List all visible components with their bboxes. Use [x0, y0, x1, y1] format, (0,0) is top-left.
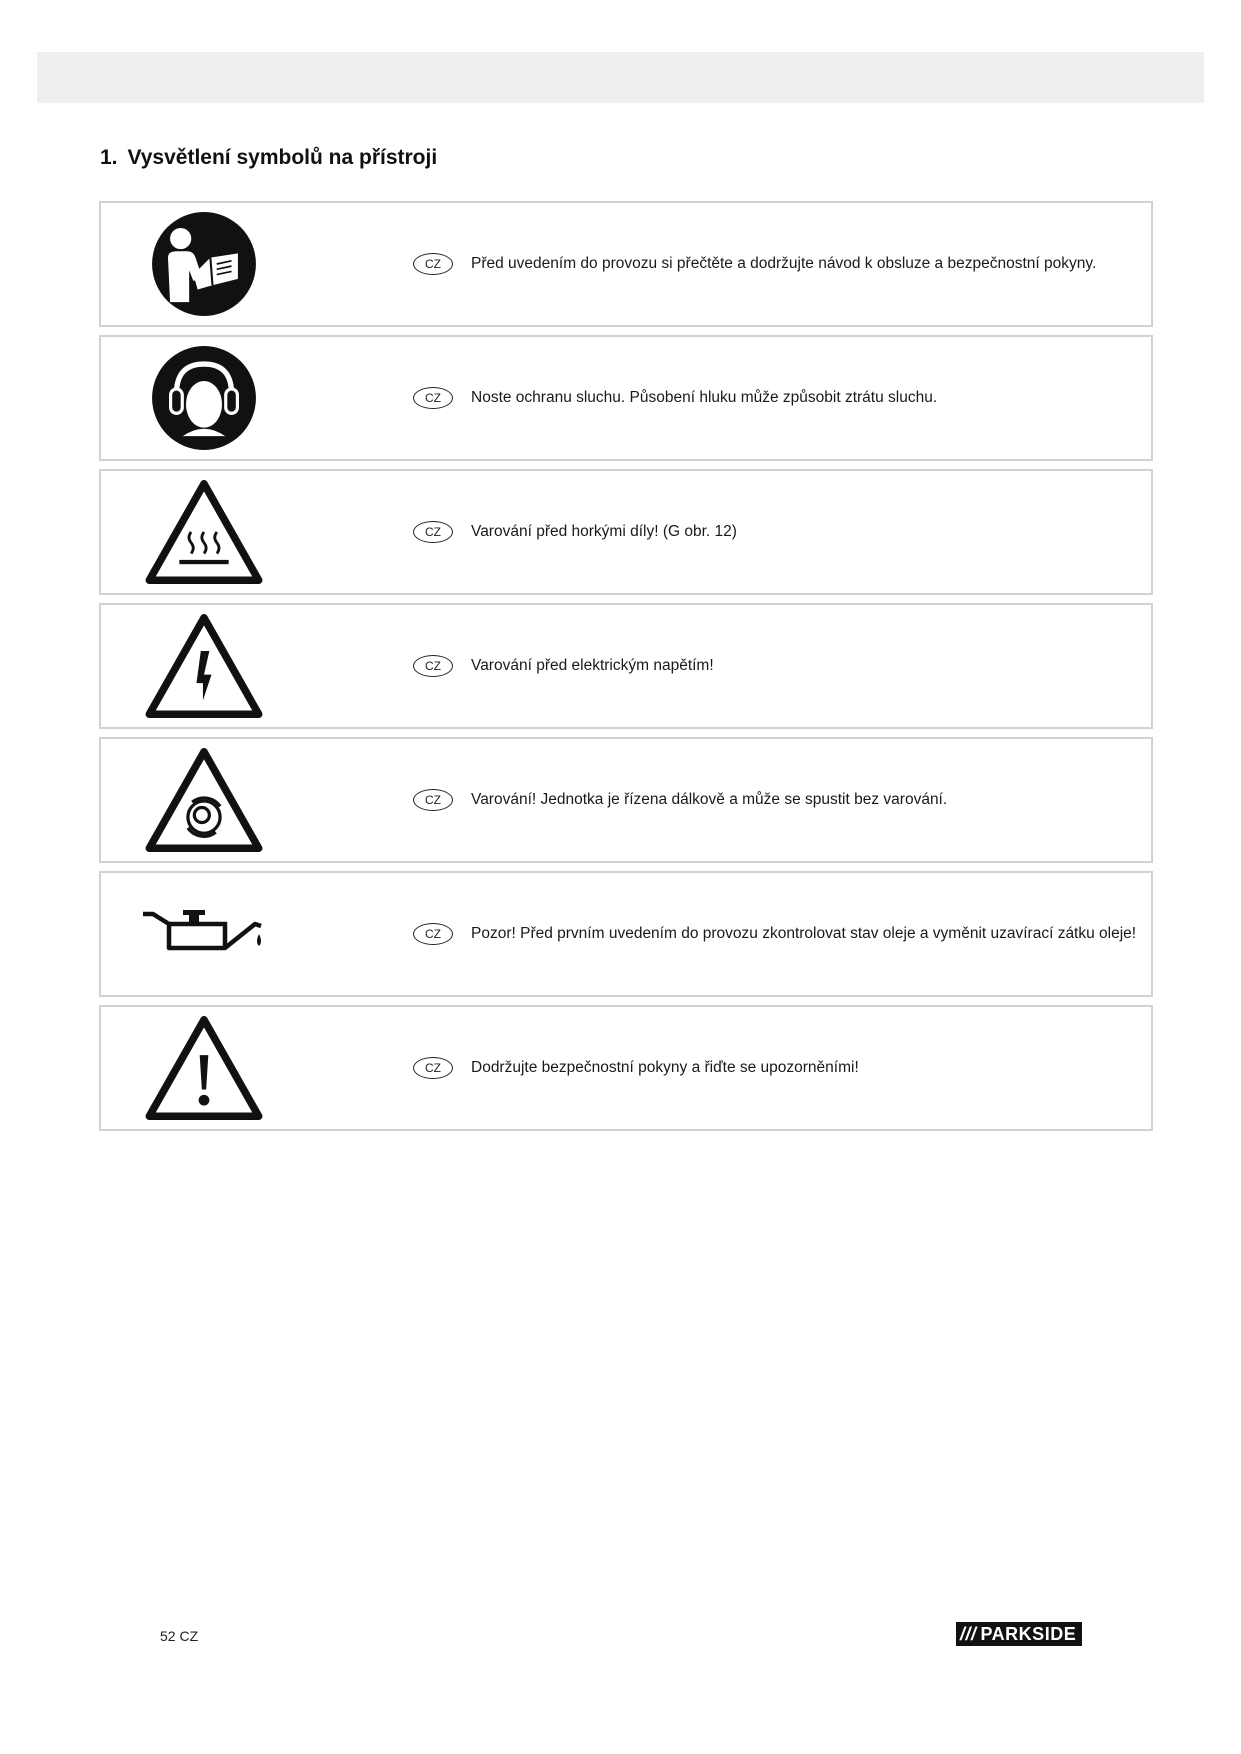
- automatic-start-warning-icon: [141, 744, 267, 856]
- oil-can-icon: [141, 878, 267, 990]
- language-badge: CZ: [413, 923, 453, 945]
- language-badge: CZ: [413, 655, 453, 677]
- general-warning-icon: [141, 1012, 267, 1124]
- read-manual-icon: [141, 208, 267, 320]
- symbol-description: Pozor! Před prvním uvedením do provozu zkontrolovat stav oleje a vyměnit uzavírací zátku oleje!: [471, 925, 1137, 942]
- symbol-row: [99, 469, 1153, 595]
- language-badge: CZ: [413, 1057, 453, 1079]
- symbol-description: Varování před horkými díly! (G obr. 12): [471, 523, 737, 540]
- language-badge: CZ: [413, 789, 453, 811]
- symbol-description: Před uvedením do provozu si přečtěte a dodržujte návod k obsluze a bezpečnostní pokyny.: [471, 255, 1097, 272]
- language-badge: CZ: [413, 521, 453, 543]
- language-badge: CZ: [413, 387, 453, 409]
- symbol-table: [99, 201, 1153, 1139]
- brand-slashes: ///: [960, 1624, 977, 1644]
- symbol-row: [99, 737, 1153, 863]
- language-badge: CZ: [413, 253, 453, 275]
- symbol-description: Varování! Jednotka je řízena dálkově a může se spustit bez varování.: [471, 791, 948, 808]
- section-title-text: Vysvětlení symbolů na přístroji: [127, 146, 438, 169]
- symbol-description: Varování před elektrickým napětím!: [471, 657, 714, 674]
- symbol-description: Dodržujte bezpečnostní pokyny a řiďte se upozorněními!: [471, 1059, 859, 1076]
- section-number: 1.: [100, 146, 118, 169]
- symbol-row: [99, 603, 1153, 729]
- brand-name: PARKSIDE: [980, 1624, 1077, 1644]
- hot-surface-warning-icon: [141, 476, 267, 588]
- symbol-description: Noste ochranu sluchu. Působení hluku může způsobit ztrátu sluchu.: [471, 389, 938, 406]
- parkside-logo: [956, 1622, 1082, 1646]
- section-title: [100, 146, 437, 170]
- page-number: 52 CZ: [160, 1628, 199, 1644]
- symbol-row: [99, 201, 1153, 327]
- hearing-protection-icon: [141, 342, 267, 454]
- header-band: [37, 52, 1204, 103]
- symbol-row: [99, 335, 1153, 461]
- electric-voltage-warning-icon: [141, 610, 267, 722]
- symbol-row: [99, 1005, 1153, 1131]
- symbol-row: [99, 871, 1153, 997]
